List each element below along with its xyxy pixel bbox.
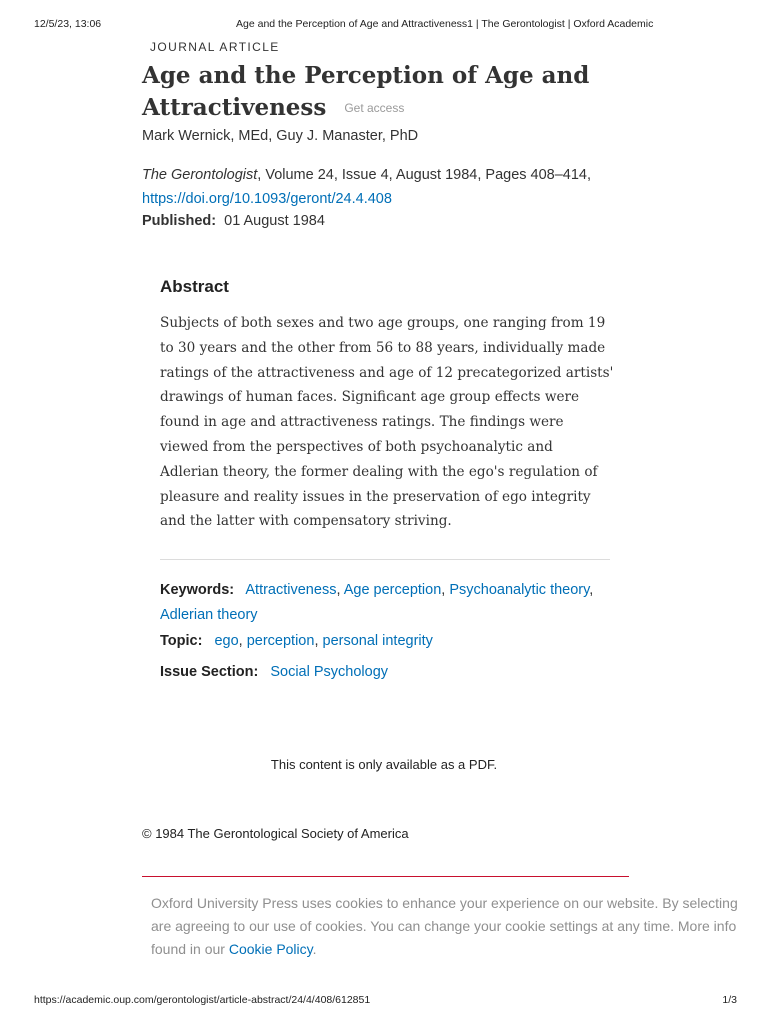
keywords-section: Keywords: Attractiveness, Age perception, Psychoanalytic theory, Adlerian theory <box>160 582 594 623</box>
published-value: 01 August 1984 <box>224 213 325 229</box>
section-divider <box>160 559 610 560</box>
article-title <box>142 60 622 124</box>
keyword-link[interactable]: Adlerian theory <box>160 607 258 623</box>
cookie-banner-rule <box>142 876 629 877</box>
topic-section: Topic: ego, perception, personal integrity <box>160 633 433 649</box>
keyword-link[interactable]: Psychoanalytic theory <box>449 582 590 598</box>
topic-link[interactable]: personal integrity <box>322 633 433 649</box>
issue-section-label: Issue Section: <box>160 664 259 680</box>
abstract-heading: Abstract <box>160 277 229 296</box>
copyright-notice: © 1984 The Gerontological Society of America <box>142 826 409 841</box>
article-type-label: JOURNAL ARTICLE <box>150 40 280 54</box>
cookie-banner <box>151 892 751 961</box>
print-datetime: 12/5/23, 13:06 <box>34 18 102 30</box>
print-header <box>0 18 768 32</box>
pdf-only-note: This content is only available as a PDF. <box>270 757 498 772</box>
keyword-link[interactable]: Age perception <box>343 582 442 598</box>
topic-link[interactable]: perception <box>246 633 315 649</box>
issue-section-link[interactable]: Social Psychology <box>270 664 389 680</box>
abstract-text: Subjects of both sexes and two age groups, one ranging from 19 to 30 years and the other from 56 to 88 years, individually made ratings of the attractiveness and age of 12 precategorized artists' drawings of human faces. Significant age group effects were found in age and attractiveness ratings. The findings were viewed from the perspectives of both psychoanalytic and Adlerian theory, the former dealing with the ego's regulation of pleasure and reality issues in the preservation of ego integrity and the latter with compensatory striving. <box>160 315 614 530</box>
journal-name: The Gerontologist <box>142 167 258 183</box>
print-url: https://academic.oup.com/gerontologist/article-abstract/24/4/408/612851 <box>34 994 371 1006</box>
topic-label: Topic: <box>160 633 203 649</box>
cookie-policy-link[interactable]: Cookie Policy <box>228 941 313 957</box>
get-access-link[interactable]: Get access <box>344 101 405 115</box>
cookie-banner-end: . <box>312 941 317 957</box>
citation-details: , Volume 24, Issue 4, August 1984, Pages 408–414, <box>257 167 592 183</box>
published-label: Published: <box>142 213 217 229</box>
print-footer <box>0 994 768 1008</box>
print-page-title: Age and the Perception of Age and Attractiveness1 | The Gerontologist | Oxford Academic <box>236 18 654 30</box>
doi-link[interactable]: https://doi.org/10.1093/geront/24.4.408 <box>142 191 392 207</box>
keyword-link[interactable]: Attractiveness <box>245 582 337 598</box>
published-date <box>142 213 325 229</box>
article-authors: Mark Wernick, MEd, Guy J. Manaster, PhD <box>142 128 419 144</box>
keywords-label: Keywords: <box>160 582 235 598</box>
article-title-text: Age and the Perception of Age and Attractiveness <box>142 62 590 121</box>
cookie-banner-text: Oxford University Press uses cookies to enhance your experience on our website. By selecting are agreeing to our use of cookies. You can change your cookie settings at any time. More info found in our <box>151 895 738 957</box>
article-citation <box>142 163 702 211</box>
topic-link[interactable]: ego <box>214 633 239 649</box>
issue-section <box>160 664 388 680</box>
print-page-number: 1/3 <box>722 994 737 1006</box>
